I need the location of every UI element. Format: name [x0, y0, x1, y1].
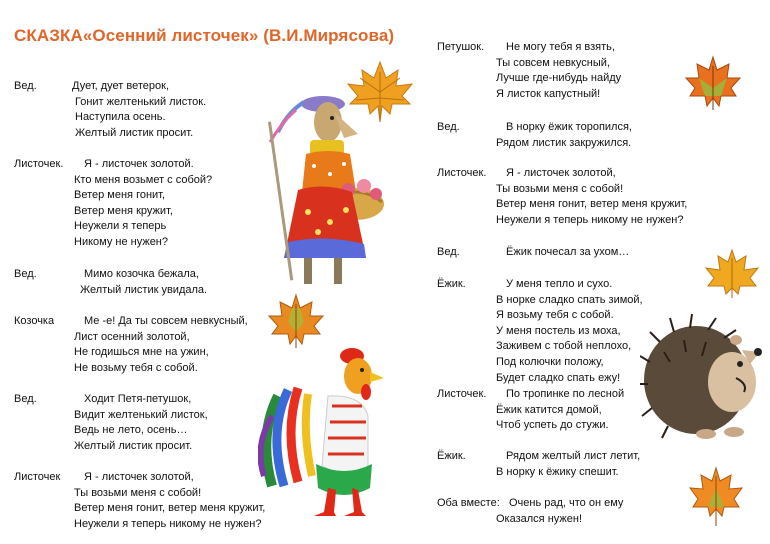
speaker-label: Ёжик.	[437, 278, 466, 290]
speaker-label: Вед.	[437, 246, 460, 258]
verse-line: Чтоб успеть до стужи.	[496, 419, 609, 432]
verse-line: Ведь не лето, осень…	[74, 424, 188, 437]
verse-line: В норку ёжик торопился,	[506, 121, 632, 133]
speaker-label: Листочек.	[437, 388, 487, 400]
verse-line: Никому не нужен?	[74, 235, 168, 248]
verse-line: Неужели я теперь никому не нужен?	[496, 213, 684, 226]
verse-line: У меня постель из моха,	[496, 324, 621, 337]
verse-line: Дует, дует ветерок,	[72, 80, 170, 92]
verse-line: Неужели я теперь никому не нужен?	[74, 517, 262, 530]
verse-line: Не годишься мне на ужин,	[74, 346, 209, 359]
goat-illustration	[248, 82, 398, 294]
verse-line: Ветер меня кружит,	[74, 204, 173, 217]
verse-line: Мимо козочка бежала,	[84, 268, 199, 280]
speaker-label: Листочек	[14, 471, 61, 483]
speaker-label: Ёжик.	[437, 450, 466, 462]
verse-line: Будет сладко спать ежу!	[496, 371, 621, 384]
speaker-label: Оба вместе:	[437, 497, 500, 509]
verse-line: Желтый листик просит.	[75, 126, 194, 139]
verse-line: Оказался нужен!	[496, 512, 583, 525]
autumn-leaf-icon	[688, 466, 744, 528]
verse-line: Не могу тебя я взять,	[506, 41, 615, 53]
verse-line: Заживем с тобой неплохо,	[496, 340, 632, 353]
verse-line: Лист осенний золотой,	[74, 330, 190, 343]
verse-line: Ты возьми меня с собой!	[74, 486, 202, 499]
verse-line: У меня тепло и сухо.	[506, 278, 613, 290]
verse-line: Ветер меня гонит,	[74, 189, 166, 202]
verse-line: В норке сладко спать зимой,	[496, 293, 643, 306]
speaker-label: Вед.	[14, 80, 37, 92]
verse-line: Я - листочек золотой,	[84, 471, 194, 483]
verse-line: Рядом листик закружился.	[496, 136, 632, 149]
verse-line: Ветер меня гонит, ветер меня кружит,	[496, 198, 688, 211]
verse-line: Ёжик почесал за ухом…	[506, 246, 630, 258]
verse-line: Гонит желтенький листок.	[75, 95, 207, 108]
speaker-label: Вед.	[437, 121, 460, 133]
verse-line: Неужели я теперь	[74, 220, 167, 233]
verse-line: Я возьму тебя с собой.	[496, 309, 614, 322]
verse-line: Ходит Петя-петушок,	[84, 393, 192, 405]
verse-line: Я - листочек золотой,	[506, 167, 616, 179]
verse-line: Я - листочек золотой.	[84, 158, 194, 170]
speaker-label: Петушок.	[437, 41, 485, 53]
verse-line: Рядом желтый лист летит,	[506, 450, 641, 462]
hedgehog-illustration	[640, 312, 764, 444]
verse-line: Ветер меня гонит, ветер меня кружит,	[74, 502, 266, 515]
verse-line: Очень рад, что он ему	[509, 497, 624, 509]
verse-line: По тропинке по лесной	[506, 388, 625, 400]
verse-line: Ёжик катится домой,	[496, 403, 602, 416]
verse-line: Я листок капустный!	[496, 87, 601, 100]
verse-line: Видит желтенький листок,	[74, 408, 208, 421]
verse-line: Под колючки положу,	[496, 355, 604, 368]
speaker-label: Вед.	[14, 268, 37, 280]
speaker-label: Козочка	[14, 315, 55, 327]
speaker-label: Листочек.	[437, 167, 487, 179]
verse-line: Желтый листик просит.	[74, 439, 193, 452]
page-title: СКАЗКА«Осенний листочек» (В.И.Мирясова)	[14, 26, 395, 45]
maple-leaf-icon	[704, 248, 760, 300]
verse-line: Желтый листик увидала.	[80, 283, 208, 296]
verse-line: Не возьму тебя с собой.	[74, 361, 198, 374]
verse-line: Кто меня возьмет с собой?	[74, 173, 213, 186]
verse-line: Ме -е! Да ты совсем невкусный,	[84, 315, 248, 327]
verse-line: Наступила осень.	[75, 111, 166, 124]
verse-line: Ты возьми меня с собой!	[496, 182, 624, 195]
verse-line: В норку к ёжику спешит.	[496, 465, 619, 478]
rooster-illustration	[258, 336, 394, 526]
speaker-label: Вед.	[14, 393, 37, 405]
speaker-label: Листочек.	[14, 158, 64, 170]
autumn-leaf-icon	[684, 54, 742, 112]
verse-line: Ты совсем невкусный,	[496, 56, 610, 69]
verse-line: Лучше где-нибудь найду	[496, 72, 622, 85]
